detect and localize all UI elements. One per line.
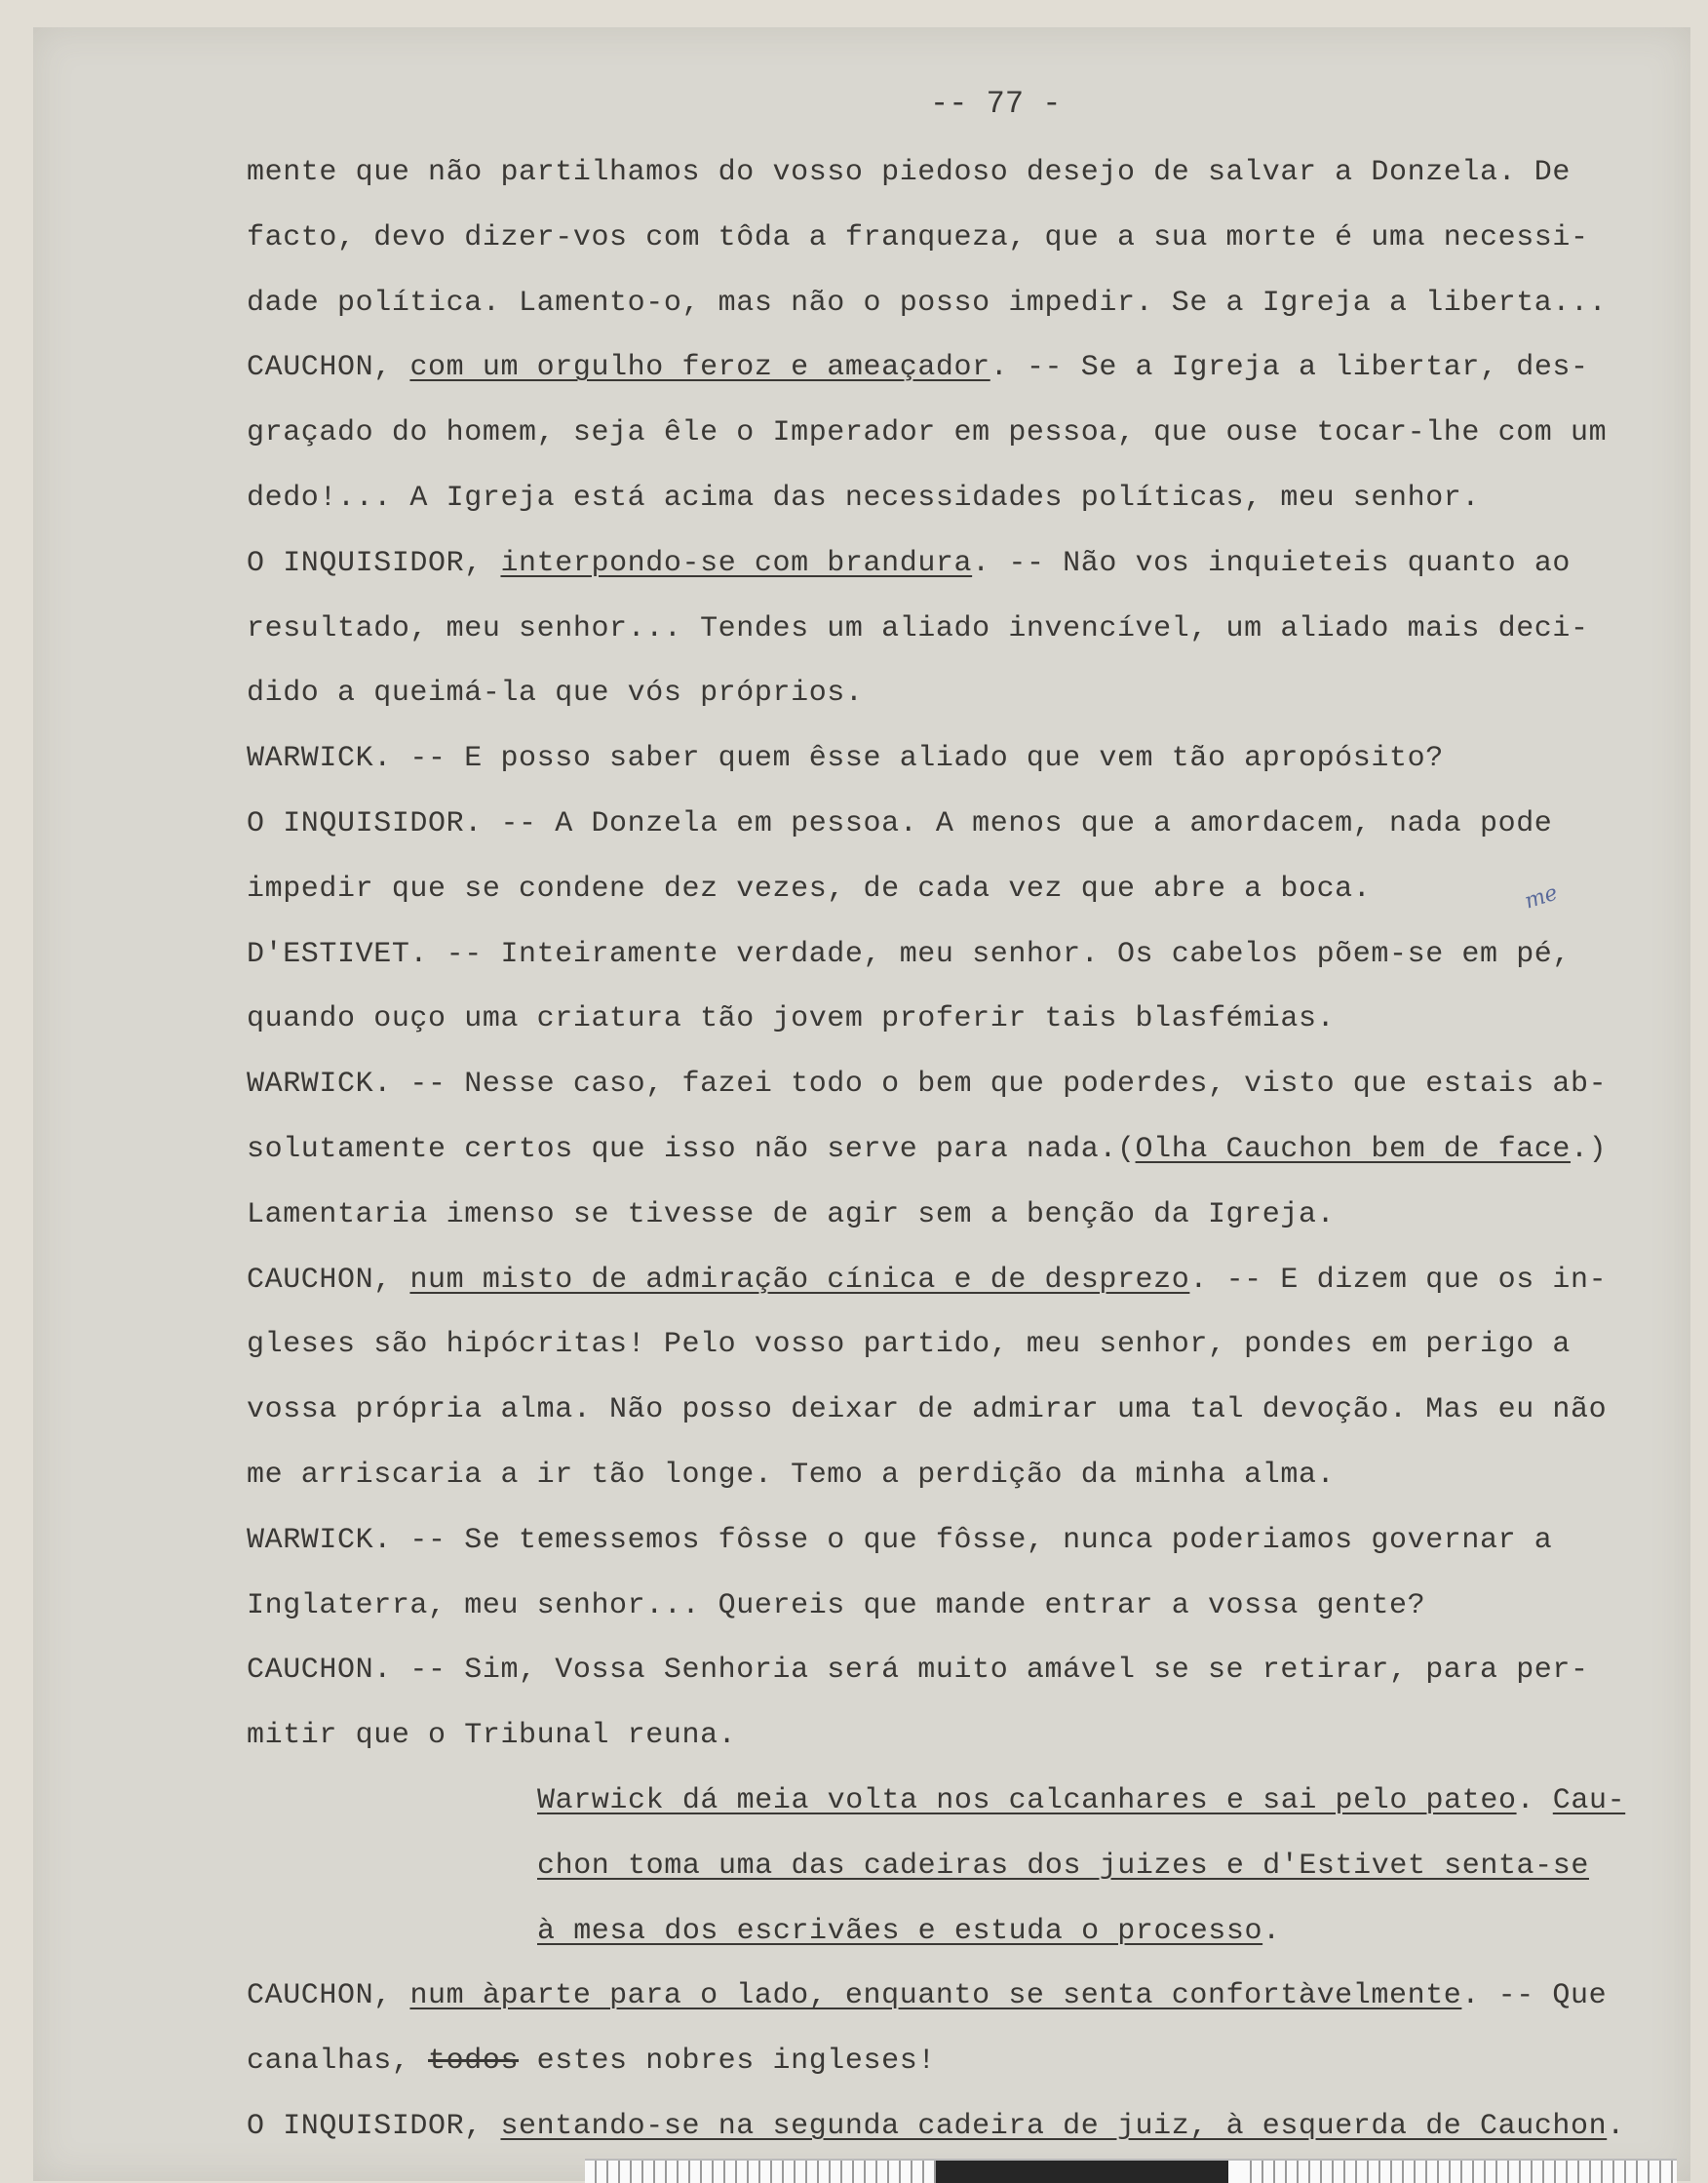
stage-direction-line (247, 1778, 1708, 1844)
underlined-direction: Warwick dá meia volta nos calcanhares e sai pelo pateo (537, 1783, 1517, 1817)
line-segment: WARWICK. -- Se temessemos fôsse o que fôsse, nunca poderiamos governar a (247, 1523, 1553, 1557)
line-segment: dido a queimá-la que vós próprios. (247, 677, 864, 711)
text-line (247, 932, 1708, 997)
text-line (247, 1648, 1708, 1713)
text-line (247, 996, 1708, 1062)
text-line (247, 476, 1708, 541)
page-number: -- 77 - (930, 86, 1062, 122)
text-line (247, 1583, 1708, 1649)
line-segment: impedir que se condene dez vezes, de cada vez que abre a boca. (247, 872, 1372, 906)
line-segment: O INQUISIDOR, (247, 2109, 501, 2143)
line-segment: vossa própria alma. Não posso deixar de admirar uma tal devoção. Mas eu não (247, 1393, 1608, 1427)
text-line (247, 281, 1708, 346)
line-segment: CAUCHON, (247, 351, 410, 385)
text-line (247, 150, 1708, 215)
underlined-direction: Olha Cauchon bem de face (1135, 1132, 1572, 1166)
line-segment: quando ouço uma criatura tão jovem proferir tais blasfémias. (247, 1002, 1336, 1036)
line-segment: Inglaterra, meu senhor... Quereis que mande entrar a vossa gente? (247, 1588, 1426, 1622)
text-line (247, 1518, 1708, 1583)
line-segment: estes nobres ingleses! (519, 2045, 936, 2079)
underlined-direction: num misto de admiração cínica e de desprezo (409, 1263, 1190, 1297)
line-segment: . (1607, 2109, 1625, 2143)
text-line (247, 410, 1708, 476)
text-line (247, 1973, 1708, 2039)
text-line (247, 867, 1708, 932)
underlined-direction: à mesa dos escrivães e estuda o processo (537, 1914, 1263, 1948)
line-segment: . -- E dizem que os in- (1189, 1263, 1608, 1297)
line-segment: mitir que o Tribunal reuna. (247, 1719, 737, 1753)
line-segment: . (1262, 1914, 1281, 1948)
text-line (247, 1322, 1708, 1387)
line-segment: resultado, meu senhor... Tendes um aliado invencível, um aliado mais deci- (247, 611, 1589, 645)
line-segment: solutamente certos que isso não serve para nada.( (247, 1132, 1136, 1166)
typed-text-body (247, 150, 1708, 2169)
line-segment: me arriscaria a ir tão longe. Temo a perdição da minha alma. (247, 1458, 1336, 1492)
line-segment: graçado do homem, seja êle o Imperador em pessoa, que ouse tocar-lhe com um (247, 416, 1608, 450)
line-segment: WARWICK. -- Nesse caso, fazei todo o bem que poderdes, visto que estais ab- (247, 1068, 1608, 1102)
text-line (247, 215, 1708, 281)
text-line (247, 606, 1708, 672)
line-segment: CAUCHON, (247, 1979, 410, 2013)
line-segment: O INQUISIDOR. -- A Donzela em pessoa. A menos que a amordacem, nada pode (247, 806, 1553, 840)
line-segment: . -- Não vos inquieteis quanto ao (972, 546, 1572, 580)
line-segment: . -- Se a Igreja a libertar, des- (990, 351, 1589, 385)
text-line (247, 1127, 1708, 1192)
text-line (247, 1258, 1708, 1323)
line-segment: canalhas, (247, 2045, 429, 2079)
underlined-direction: sentando-se na segunda cadeira de juiz, à esquerda de Cauchon (500, 2109, 1608, 2143)
text-line (247, 736, 1708, 801)
text-line (247, 1192, 1708, 1258)
line-segment: facto, devo dizer-vos com tôda a franqueza, que a sua morte é uma necessi- (247, 220, 1589, 254)
line-segment: Lamentaria imenso se tivesse de agir sem a benção da Igreja. (247, 1197, 1336, 1231)
line-segment: mente que não partilhamos do vosso piedoso desejo de salvar a Donzela. De (247, 156, 1572, 189)
typescript-page (33, 27, 1690, 2181)
text-line (247, 345, 1708, 410)
text-line (247, 1062, 1708, 1127)
text-line (247, 1713, 1708, 1778)
line-segment: WARWICK. -- E posso saber quem êsse aliado que vem tão apropósito? (247, 742, 1444, 776)
text-line (247, 1387, 1708, 1453)
line-segment: CAUCHON. -- Sim, Vossa Senhoria será muito amável se se retirar, para per- (247, 1654, 1589, 1688)
line-segment: . -- Que (1461, 1979, 1608, 2013)
underlined-direction: interpondo-se com brandura (500, 546, 973, 580)
line-segment: gleses são hipócritas! Pelo vosso partido, meu senhor, pondes em perigo a (247, 1328, 1572, 1362)
stage-direction-line (247, 1909, 1708, 1974)
line-segment: dade política. Lamento-o, mas não o posso impedir. Se a Igreja a liberta... (247, 286, 1608, 320)
ruler-gap (1228, 2161, 1248, 2183)
line-segment: O INQUISIDOR, (247, 546, 501, 580)
line-segment: CAUCHON, (247, 1263, 410, 1297)
underlined-direction: Cau- (1552, 1783, 1626, 1817)
line-segment: . (1516, 1783, 1553, 1817)
underlined-direction: num àparte para o lado, enquanto se senta confortàvelmente (409, 1979, 1462, 2013)
text-line (247, 1453, 1708, 1518)
ruler-dark-block (936, 2161, 1228, 2183)
line-segment: .) (1571, 1132, 1608, 1166)
text-line (247, 671, 1708, 736)
handwritten-correction: me (1521, 880, 1561, 915)
text-line (247, 2039, 1708, 2104)
underlined-direction: com um orgulho feroz e ameaçador (409, 351, 990, 385)
text-line (247, 801, 1708, 867)
stage-direction-line (247, 1844, 1708, 1909)
struck-word: todos (428, 2045, 520, 2079)
color-scale-ruler (585, 2159, 1677, 2183)
text-line (247, 541, 1708, 606)
line-segment: dedo!... A Igreja está acima das necessidades políticas, meu senhor. (247, 481, 1480, 515)
underlined-direction: chon toma uma das cadeiras dos juizes e d'Estivet senta-se (537, 1849, 1589, 1883)
line-segment: D'ESTIVET. -- Inteiramente verdade, meu senhor. Os cabelos põem-se em pé, (247, 937, 1572, 971)
